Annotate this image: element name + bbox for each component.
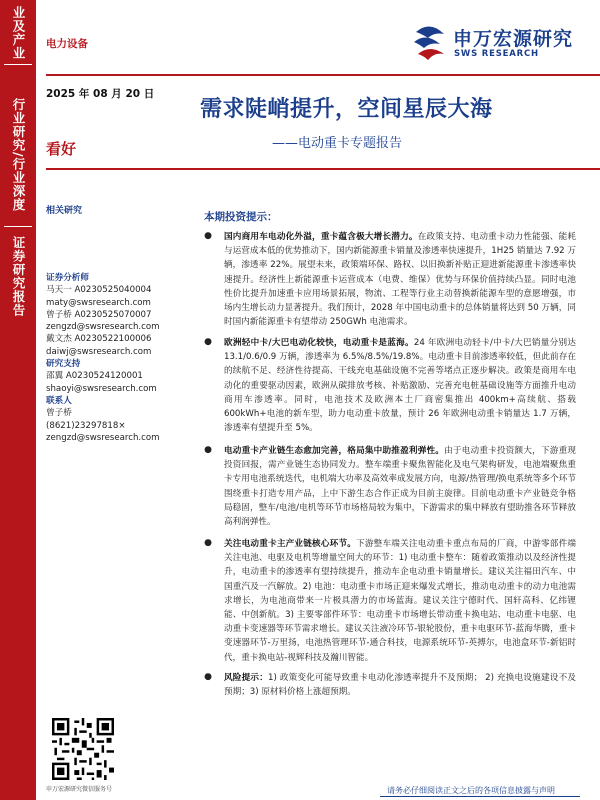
qr-code-icon [52,718,114,780]
paragraph-body: 下游整车端关注电动重卡重点布局的厂商，中游零部件端关注电池、电驱及电机等增量空间大的环节：1) 电动重卡整车：随着政策推动以及经济性提升，电动重卡的渗透率有望持续提升，推动车企电动重卡销量增长。建议关注福田汽车、中国重汽及一汽解放。2) 电池：电动重卡市场正迎来爆发式增长，推动电动重卡的动力电池需求增长，为电池商带来一片极具潜力的市场蓝海。建议关注宁德时代、国轩高科、亿纬锂能、中创新航。3) 主要零部件环节：电动重卡市场增长带动重卡换电站、电动重卡电驱、电动重卡变速器等环节需求增长。建议关注液冷环节-银轮股份，重卡电驱环节-蓝海华腾，重卡变速器环节-万里扬，电池热管理环节-通合科技，电源系统环节-英搏尔，电池盒环节-新铝时代，重卡换电站-视辉科技及瀚川智能。 [224,539,576,663]
footer-disclaimer: 请务必仔细阅读正文之后的各项信息披露与声明 [387,786,555,795]
support-email-link[interactable]: shaoyi@swsresearch.com [46,383,157,394]
research-support-label: 研究支持 [46,359,81,370]
analyst-line: 曾子桥 A0230525070007 [46,309,152,320]
strip-report-type-block [0,98,36,212]
logo-english-name: SWS RESEARCH [454,49,539,59]
report-title: 需求陡峭提升，空间星辰大海 [200,97,493,122]
contact-label: 联系人 [46,395,72,406]
paragraph-investment [224,537,576,665]
report-date: 2025 年 08 月 20 日 [46,88,155,100]
bullet-icon: ● [204,672,212,682]
support-line: 邵翼 A0230524120001 [46,371,143,382]
header-divider [46,74,600,76]
strip-industry-block [0,6,36,60]
contact-email-link[interactable]: zengzd@swsresearch.com [46,432,160,443]
strip-separator [4,64,32,65]
paragraph-heading: 欧洲轻中卡/大巴电动化较快，电动重卡是蓝海。 [224,338,414,348]
paragraph-heading: 风险提示： [224,673,269,683]
strip-industry-text: 业及产业 [11,6,26,60]
bullet-icon: ● [204,445,212,455]
analyst-line: 马天一 A0230525040004 [46,285,152,296]
paragraph-heading: 国内商用车电动化外溢，重卡蕴含极大增长潜力。 [224,232,418,242]
footer-divider [380,796,580,797]
paragraph-domestic [224,230,576,329]
report-subtitle: ——电动重卡专题报告 [272,136,403,151]
paragraph-body: 由于电动重卡投资额大，下游重现投资回报，需产业链生态协同发力。整车端重卡聚焦智能化及电气架构研发，电池端聚焦重卡专用电池系统迭代，电机端大功率及高效率成发展方向，电源/热管理/换电系统等多个环节围绕重卡打造专用产品，上中下游生态合作正成为目前主旋律。目前电动重卡产业链竞争格局稳固，整车/电池/电机等环节市场格局较为集中，下游需求的集中释放有望助推各环节释放高利润弹性。 [224,446,576,528]
contact-phone: (8621)23297818× [46,420,126,431]
analysts-label: 证券分析师 [46,273,89,283]
paragraph-risk [224,671,576,699]
paragraph-body: 1) 政策变化可能导致重卡电动化渗透率提升不及预期； 2) 充换电设施建设不及预期；3) 原材料价格上涨超预期。 [224,673,576,698]
analyst-email-link[interactable]: zengzd@swsresearch.com [46,322,160,333]
section-title: 本期投资提示： [204,211,278,223]
logo-chinese-name: 申万宏源研究 [453,28,574,50]
logo-emblem-icon [408,22,450,66]
rating: 看好 [46,140,77,158]
company-logo [408,22,583,72]
paragraph-body: 24 年欧洲电动轻卡/中卡/大巴销量分别达 13.1/0.6/0.9 万辆，渗透率为 6.5%/8.5%/19.8%。电动重卡目前渗透率较低，但此前存在的续航不足、经济性待提高、干线充电基础设施不完善等堵点正逐步解决。政策是商用车电动化的重要驱动因素，欧洲从碳排放考核、补贴激励、完善充电桩基础设施等方面推升电动商用车渗透率。同时，电池技术及欧洲本土厂商密集推出 400km+高续航、搭载 600kWh+电池的新车型，助力电动重卡放量，预计 26 年欧洲电动重卡销量达 1.7 万辆，渗透率有望提升至 5%。 [224,338,576,434]
analyst-email-link[interactable]: daiwj@swsresearch.com [46,346,152,357]
strip-securities-block [0,236,36,317]
strip-separator [4,226,32,227]
analyst-line: 戴文杰 A0230522100006 [46,334,152,345]
bullet-icon: ● [204,337,212,347]
contact-line: 曾子桥 [46,408,72,419]
title-divider [46,168,600,170]
paragraph-europe [224,336,576,435]
related-research-label: 相关研究 [46,206,83,216]
analyst-block [46,272,160,444]
strip-securities-text: 证券研究报告 [11,236,26,317]
bullet-icon: ● [204,538,212,548]
industry-category: 电力设备 [46,38,88,50]
analyst-email-link[interactable]: maty@swsresearch.com [46,297,151,308]
paragraph-heading: 电动重卡产业链生态愈加完善，格局集中助推盈利弹性。 [224,446,445,456]
paragraph-supply-chain [224,444,576,529]
qr-caption: 申万宏源研究微信服务号 [46,786,113,793]
left-side-strip [0,0,36,800]
paragraph-heading: 关注电动重卡主产业链核心环节。 [224,539,357,549]
bullet-icon: ● [204,231,212,241]
paragraph-body: 在政策支持、电动重卡动力性能强、能耗与运营成本低的优势推动下，国内新能源重卡销量及渗透率快速提升，1H25 销量达 7.92 万辆，渗透率 22%。展望未来，政策端环保、路权、以旧换新补贴正迎进新能源重卡渗透率快速提升。经济性上新能源重卡运营成本（电费、维保）优势与环保价值持续凸显。同时电池性价比提升加速重卡应用场景拓展，物流、工程等行业主动替换新能源车型的意愿增强，市场内生增长动力显著提升。我们预计，2028 年中国电动重卡的总体销量将达到 50 万辆，同时国内新能源重卡有望带动 250GWh 电池需求。 [224,232,576,328]
strip-report-type-text: 行业研究/行业深度 [11,98,26,212]
